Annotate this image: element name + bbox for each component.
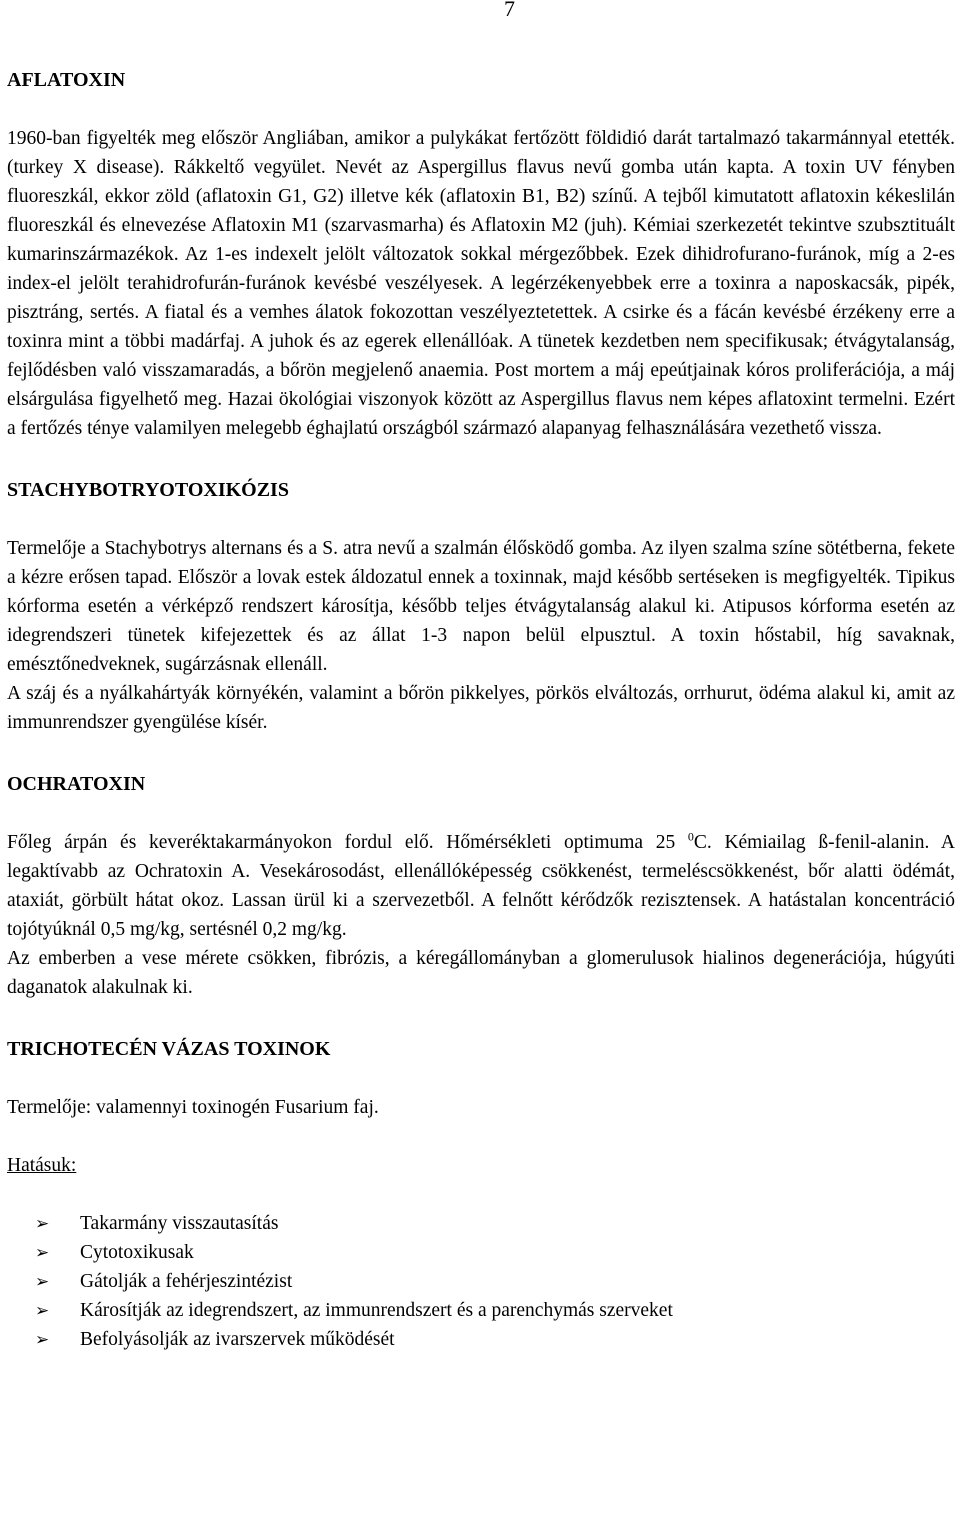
list-item-text: Cytotoxikusak [80, 1242, 194, 1263]
stachybotryotoxikozis-paragraph-1: Termelője a Stachybotrys alternans és a S. atra nevű a szalmán élősködő gomba. Az ilyen szalma színe sötétberna, fekete a kézre erősen tapad. Először a lovak estek áldozatul ennek a toxinnak, majd később sertéseken is megfigyelték. Tipikus kórforma esetén a vérképző rendszert károsítja, később teljes étvágytalanság alakul ki. Atipusos kórforma esetén az idegrendszeri tünetek kifejezettek és az állat 1-3 napon belül elpusztul. A toxin hőstabil, híg savaknak, emésztőnedveknek, sugárzásnak ellenáll. [7, 538, 955, 675]
list-item [7, 1238, 955, 1267]
list-item-text: Károsítják az idegrendszert, az immunrendszert és a parenchymás szerveket [80, 1300, 673, 1321]
list-item-text: Gátolják a fehérjeszintézist [80, 1271, 293, 1292]
ochratoxin-paragraph-1 [7, 828, 955, 944]
list-item [7, 1209, 955, 1238]
ochratoxin-heading: OCHRATOXIN [7, 773, 146, 795]
page-number: 7 [504, 0, 515, 21]
degree-superscript: 0 [687, 829, 694, 844]
effects-label: Hatásuk: [7, 1155, 77, 1176]
ochratoxin-paragraph-2: Az emberben a vese mérete csökken, fibrózis, a kéregállományban a glomerulusok hialinos degenerációja, húgyúti daganatok alakulnak ki. [7, 948, 955, 998]
arrowhead-bullet-icon: ➢ [35, 1301, 50, 1320]
aflatoxin-heading: AFLATOXIN [7, 69, 126, 91]
list-item-text: Takarmány visszautasítás [80, 1213, 279, 1234]
ochratoxin-text-after-superscript: C. Kémiailag ß-fenil-alanin. A legaktívabb az Ochratoxin A. Vesekárosodást, ellenállóképesség csökkenést, termeléscsökkenést, bőr alatti ödémát, ataxiát, görbült hátat okoz. Lassan ürül ki a szervezetből. A felnőtt kérődzők rezisztensek. A hatástalan koncentráció tojótyúknál 0,5 mg/kg, sertésnél 0,2 mg/kg. [7, 832, 955, 940]
stachybotryotoxikozis-heading: STACHYBOTRYOTOXIKÓZIS [7, 479, 289, 501]
arrowhead-bullet-icon: ➢ [35, 1243, 50, 1262]
ochratoxin-text-before-superscript: Főleg árpán és keveréktakarmányokon fordul elő. Hőmérsékleti optimuma 25 [7, 832, 688, 853]
trichotecen-producer: Termelője: valamennyi toxinogén Fusarium faj. [7, 1097, 379, 1118]
aflatoxin-paragraph: 1960-ban figyelték meg először Angliában, amikor a pulykákat fertőzött földidió darát tartalmazó takarmánnyal etették. (turkey X disease). Rákkeltő vegyület. Nevét az Aspergillus flavus nevű gomba után kapta. A toxin UV fényben fluoreszkál, ekkor zöld (aflatoxin G1, G2) illetve kék (aflatoxin B1, B2) színű. A tejből kimutatott aflatoxin kékeslilán fluoreszkál és elnevezése Aflatoxin M1 (szarvasmarha) és Aflatoxin M2 (juh). Kémiai szerkezetét tekintve szubsztituált kumarinszármazékok. Az 1-es indexelt jelölt változatok sokkal mérgezőbbek. Ezek dihidrofurano-furánok, míg a 2-es index-el jelölt terahidrofurán-furánok kevésbé veszélyesek. A legérzékenyebbek erre a toxinra a naposkacsák, pipék, pisztráng, sertés. A fiatal és a vemhes álatok fokozottan veszélyeztetettek. A csirke és a fácán kevésbé érzékeny erre a toxinra mint a többi madárfaj. A juhok és az egerek ellenállóak. A tünetek kezdetben nem specifikusak; étvágytalanság, fejlődésben való visszamaradás, a bőrön megjelenő anaemia. Post mortem a máj epeútjainak kóros proliferációja, a máj elsárgulása figyelhető meg. Hazai ökológiai viszonyok között az Aspergillus flavus nem képes aflatoxint termelni. Ezért a fertőzés ténye valamilyen melegebb éghajlatú országból származó alapanyag felhasználására vezethető vissza. [7, 128, 955, 439]
trichotecen-heading: TRICHOTECÉN VÁZAS TOXINOK [7, 1038, 331, 1060]
list-item [7, 1296, 955, 1325]
effects-list [7, 1209, 955, 1354]
stachybotryotoxikozis-paragraph-2: A száj és a nyálkahártyák környékén, valamint a bőrön pikkelyes, pörkös elváltozás, orrhurut, ödéma alakul ki, amit az immunrendszer gyengülése kísér. [7, 683, 955, 733]
arrowhead-bullet-icon: ➢ [35, 1214, 50, 1233]
document-body [7, 66, 955, 1354]
arrowhead-bullet-icon: ➢ [35, 1272, 50, 1291]
list-item-text: Befolyásolják az ivarszervek működését [80, 1329, 395, 1350]
list-item [7, 1325, 955, 1354]
list-item [7, 1267, 955, 1296]
arrowhead-bullet-icon: ➢ [35, 1330, 50, 1349]
